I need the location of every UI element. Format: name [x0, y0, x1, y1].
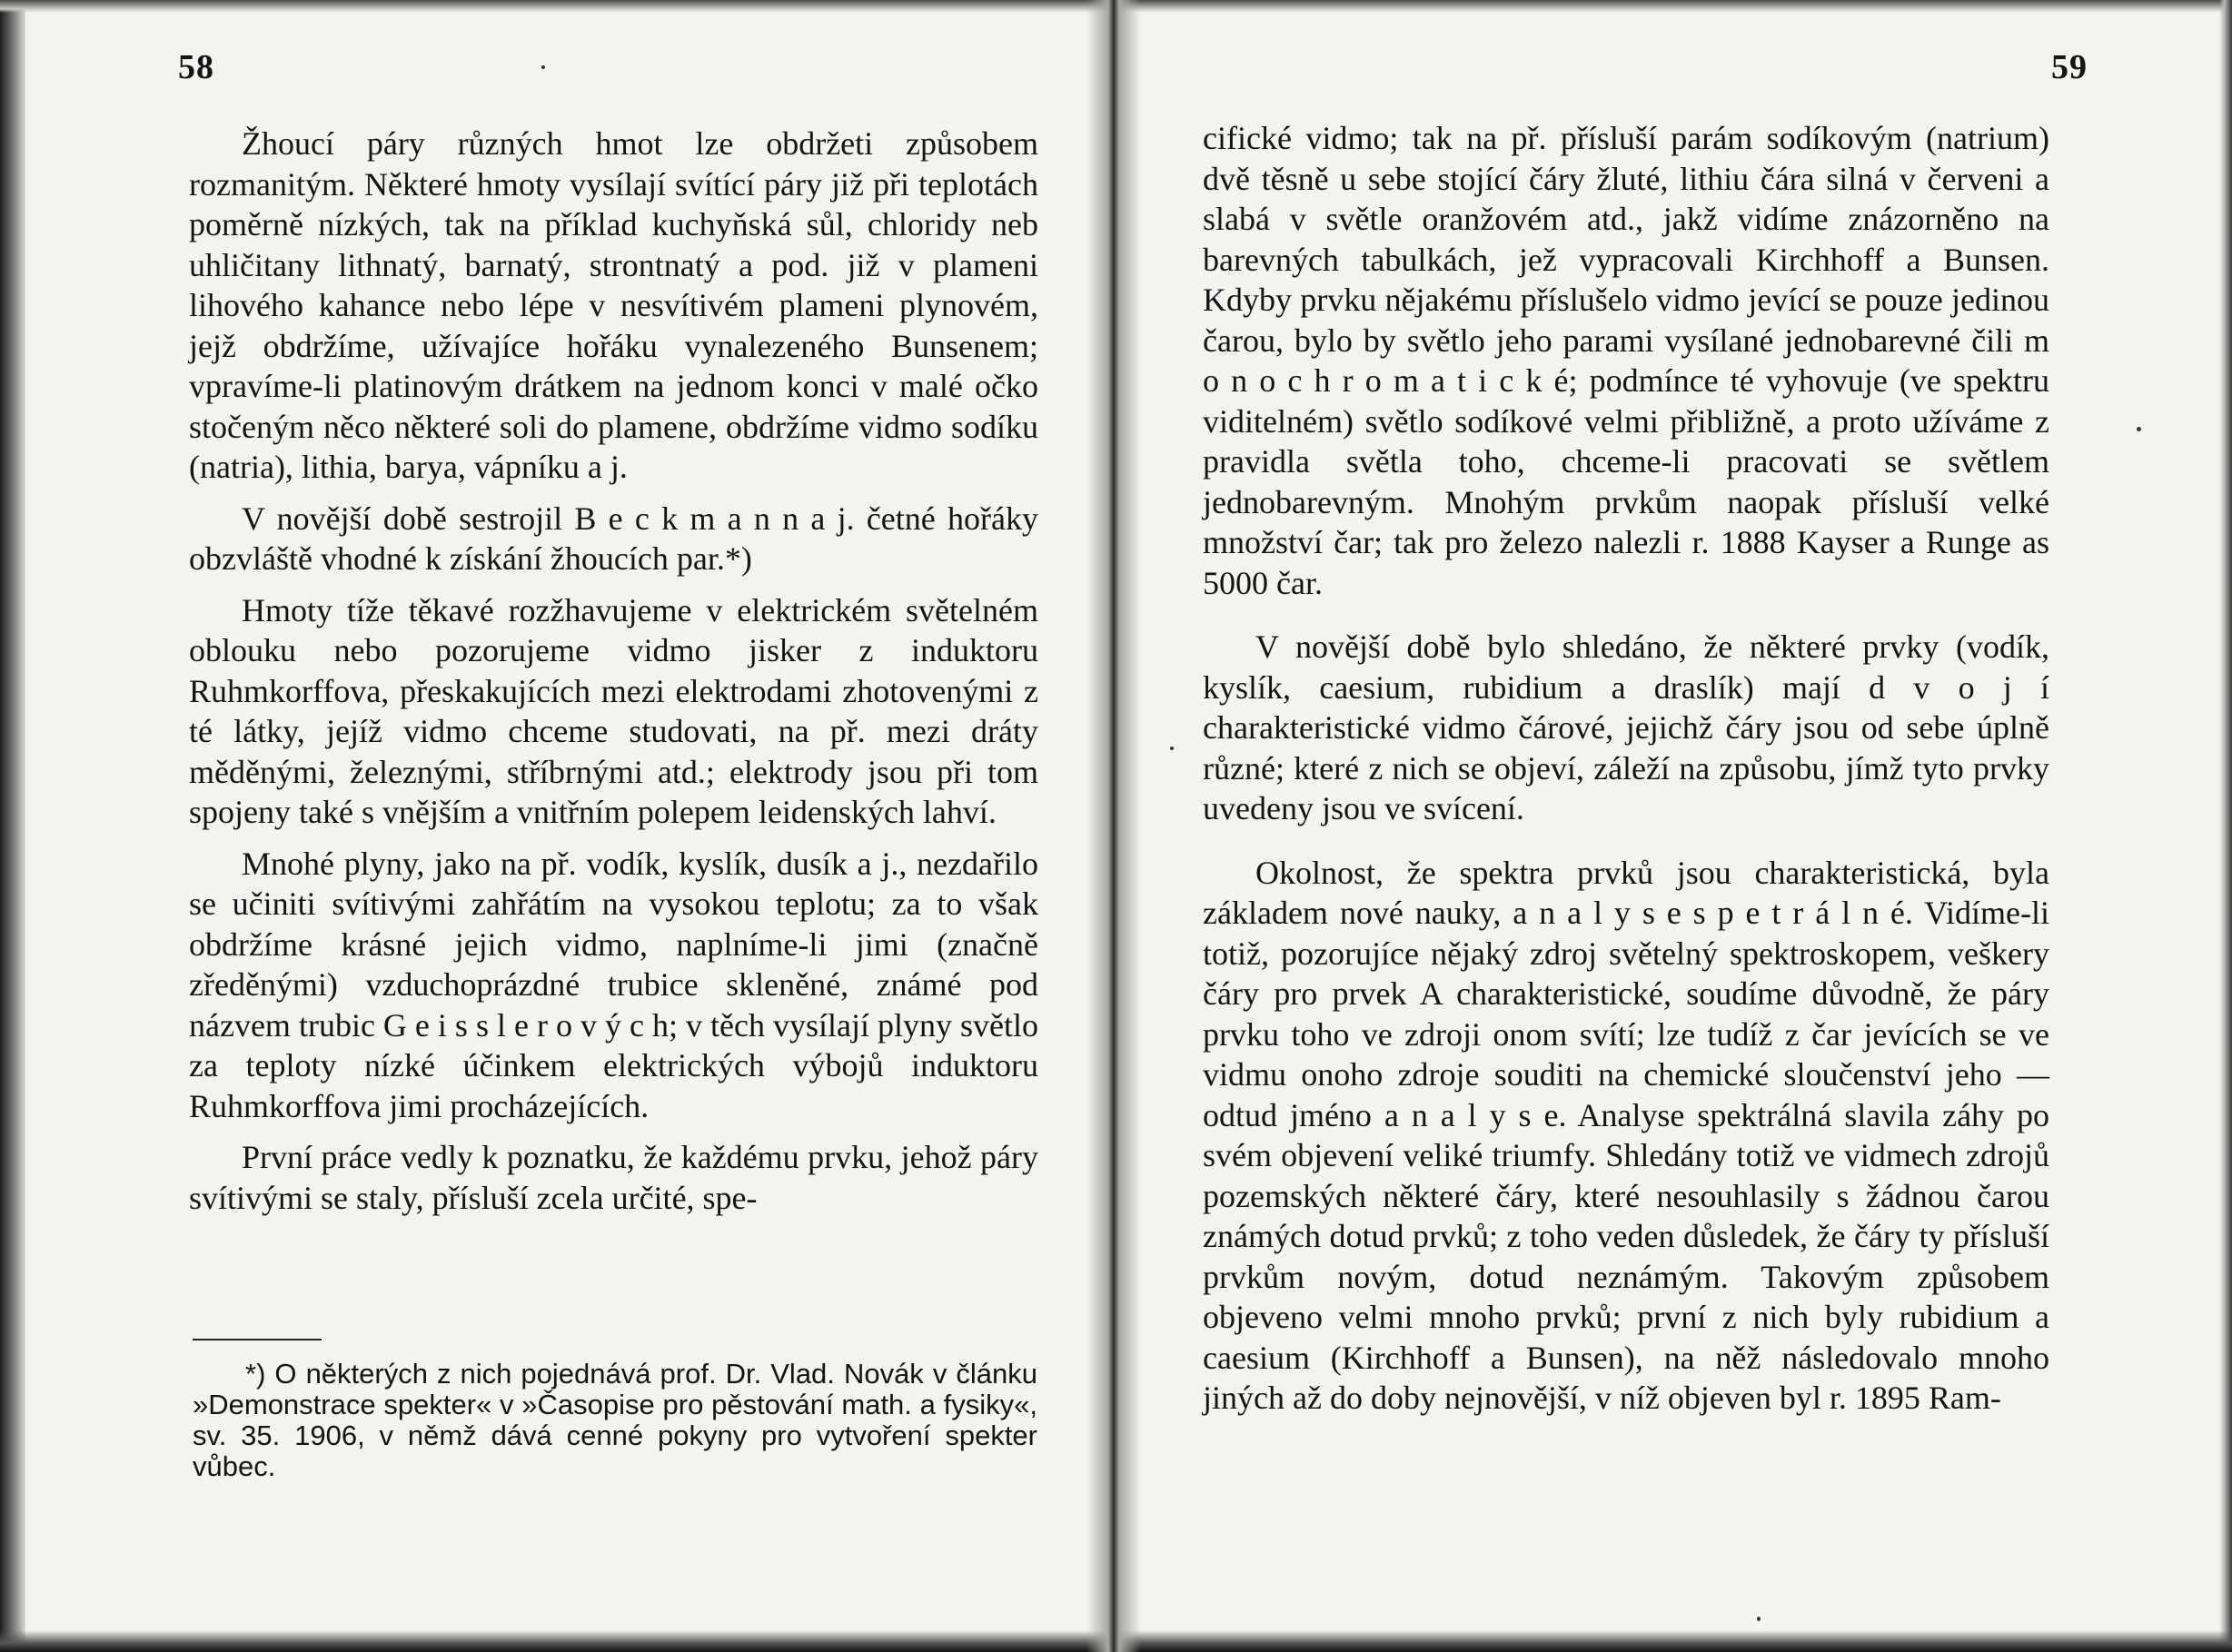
- page-number: 58: [178, 48, 214, 86]
- ink-speck: [541, 65, 545, 69]
- paragraph: Žhoucí páry různých hmot lze obdržeti způsobem rozmanitým. Některé hmoty vysílají svítící páry již při teplotách poměrně nízkých, tak na příklad kuchyňská sůl, chloridy neb uhličitany lithnatý, barnatý, strontnatý a pod. již v plameni lihového kahance nebo lépe v nesvítivém plameni plynovém, jejž obdržíme, užívajíce hořáku vynalezeného Bunsenem; vpravíme-li platinovým drátkem na jednom konci v malé očko stočeným něco některé soli do plamene, obdržíme vidmo sodíku (natria), lithia, barya, vápníku a j.: [189, 125, 1038, 485]
- left-page-body: [189, 124, 1038, 1229]
- ink-speck: [1757, 1617, 1761, 1621]
- paragraph: Mnohé plyny, jako na př. vodík, kyslík, dusík a j., nezdařilo se učiniti svítivými zahřátím na vysokou teplotu; za to však obdržíme krásné jejich vidmo, naplníme-li jimi (značně zředěnými) vzduchoprázdné trubice skleněné, známé pod názvem trubic G e i s s l e r o v ý c h; v těch vysílají plyny světlo za teploty nízké účinkem elektrických výbojů induktoru Ruhmkorffova jimi procházejících.: [189, 845, 1038, 1124]
- paragraph: První práce vedly k poznatku, že každému prvku, jehož páry svítivými se staly, přísluší zcela určité, spe-: [189, 1139, 1038, 1216]
- page-number: 59: [2051, 48, 2088, 86]
- paragraph: cifické vidmo; tak na př. přísluší parám sodíkovým (natrium) dvě těsně u sebe stojící čáry žluté, lithiu čára silná v červeni a slabá v světle oranžovém atd., jakž vidíme znázorněno na barevných tabulkách, jež vypracovali Kirchhoff a Bunsen. Kdyby prvku nějakému příslušelo vidmo jevící se pouze jedinou čarou, bylo by světlo jeho parami vysílané jednobarevné čili m o n o c h r o m a t i c k é; podmínce té vyhovuje (ve spektru viditelném) světlo sodíkové velmi přibližně, a proto užíváme z pravidla světla toho, chceme-li pracovati se světlem jednobarevným. Mnohým prvkům naopak přísluší velké množství čar; tak pro železo nalezli r. 1888 Kayser a Runge as 5000 čar.: [1203, 120, 2049, 601]
- paragraph: Okolnost, že spektra prvků jsou charakteristická, byla základem nové nauky, a n a l y s e s p e t r á l n é. Vidíme-li totiž, pozorujíce nějaký zdroj světelný spektroskopem, veškery čáry pro prvek A charakteristické, soudíme důvodně, že páry prvku toho ve zdroji onom svítí; lze tudíž z čar jevících se ve vidmu onoho zdroje souditi na chemické sloučenství jeho — odtud jméno a n a l y s e. Analyse spektrálná slavila záhy po svém objevení veliké triumfy. Shledány totiž ve vidmech zdrojů pozemských některé čáry, které nesouhlasily s žádnou čarou známých dotud prvků; z toho veden důsledek, že čáry ty přísluší prvkům novým, dotud neznámým. Takovým způsobem objeveno velmi mnoho prvků; první z nich byly rubidium a caesium (Kirchhoff a Bunsen), na něž následovalo mnoho jiných až do doby nejnovější, v níž objeven byl r. 1895 Ram-: [1203, 854, 2049, 1416]
- right-page: [1116, 0, 2232, 1652]
- paragraph: V novější době sestrojil B e c k m a n n a j. četné hořáky obzvláště vhodné k získání žhoucích par.*): [189, 500, 1038, 577]
- paragraph: Hmoty tíže těkavé rozžhavujeme v elektrickém světelném oblouku nebo pozorujeme vidmo jisker z induktoru Ruhmkorffova, přeskakujících mezi elektrodami zhotovenými z té látky, jejíž vidmo chceme studovati, na př. mezi dráty měděnými, železnými, stříbrnými atd.; elektrody jsou při tom spojeny také s vnějším a vnitřním polepem leidenských lahví.: [189, 591, 1038, 830]
- ink-speck: [2137, 427, 2141, 431]
- paragraph: V novější době bylo shledáno, že některé prvky (vodík, kyslík, caesium, rubidium a draslík) mají d v o j í charakteristické vidmo čárové, jejichž čáry jsou od sebe úplně různé; které z nich se objeví, záleží na způsobu, jímž tyto prvky uvedeny jsou ve svícení.: [1203, 628, 2049, 826]
- footnote-separator: [193, 1339, 322, 1340]
- ink-speck: [1170, 747, 1174, 750]
- right-page-body: [1203, 118, 2049, 1442]
- footnote: *) O některých z nich pojednává prof. Dr. Vlad. Novák v článku »Demonstrace spekter« v »Časopise pro pěstování math. a fysiky«, sv. 35. 1906, v němž dává cenné pokyny pro vytvoření spekter vůbec.: [193, 1358, 1037, 1482]
